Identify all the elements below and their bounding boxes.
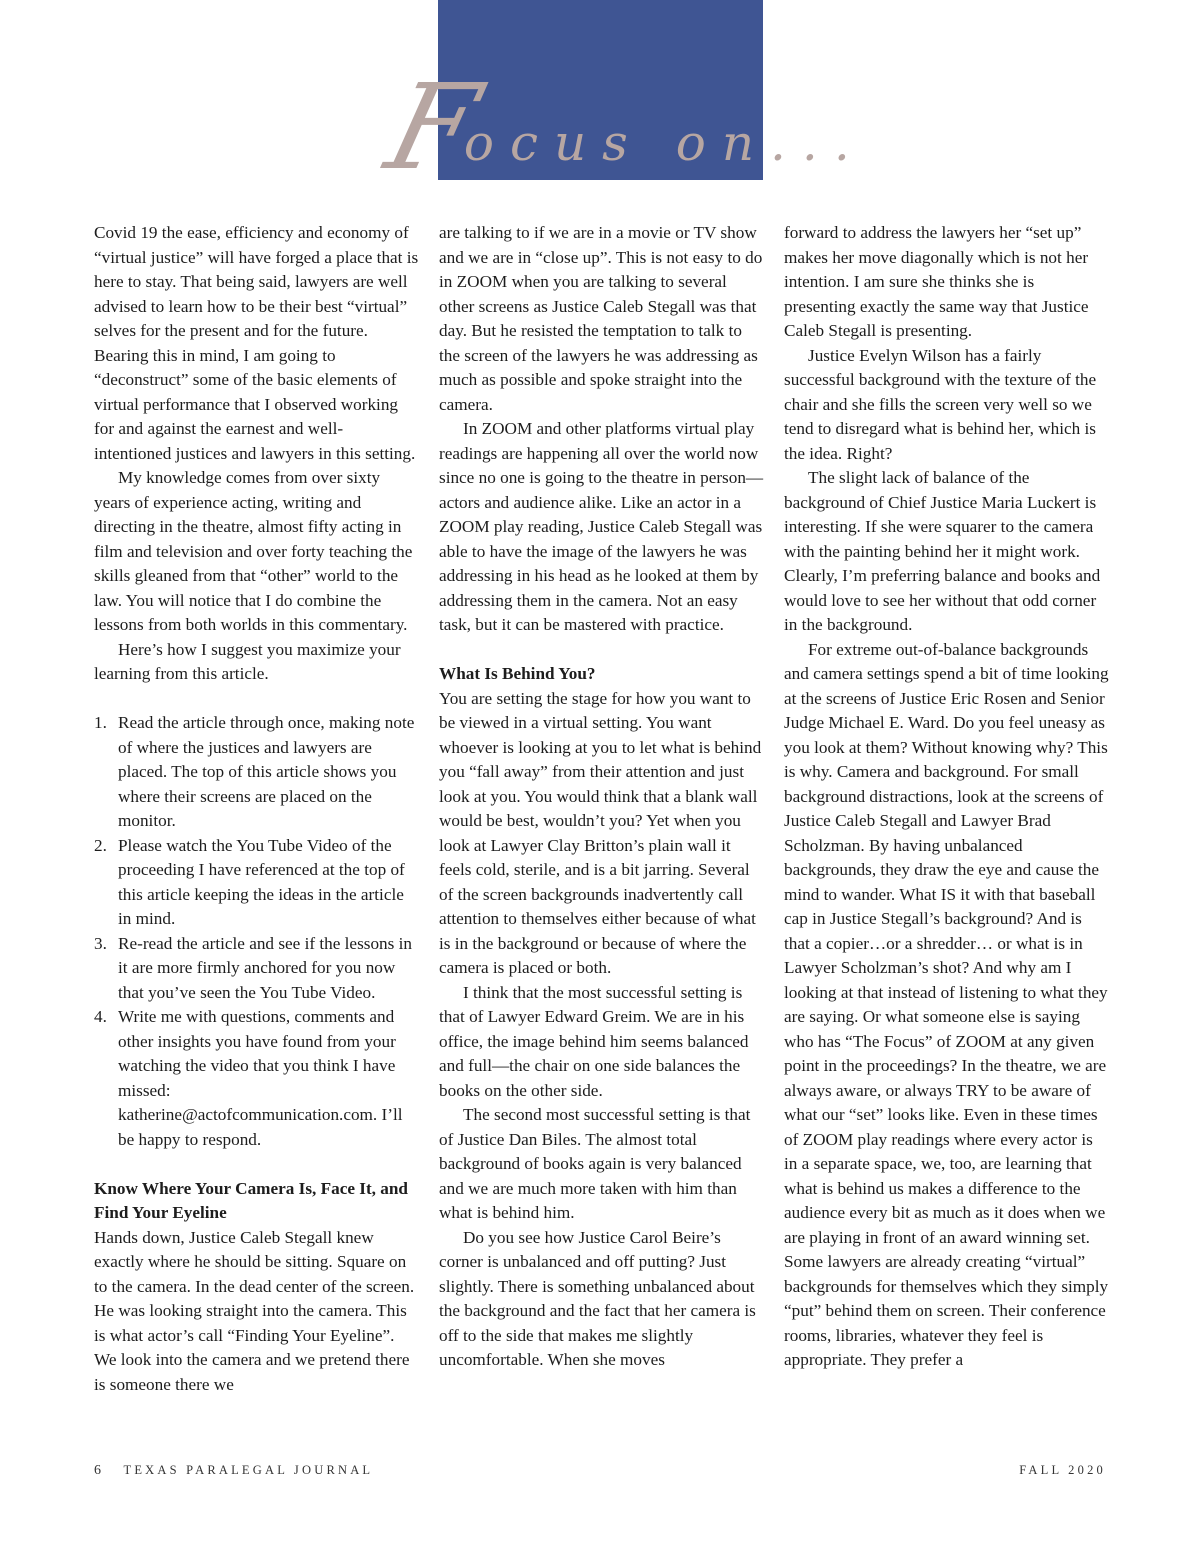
column-2 bbox=[439, 221, 765, 1373]
spacer bbox=[94, 1152, 420, 1177]
paragraph: Here’s how I suggest you maximize your learning from this article. bbox=[94, 639, 401, 683]
list-item bbox=[94, 711, 420, 834]
list-item bbox=[94, 834, 420, 932]
list-text: Write me with questions, comments and other insights you have found from your watching the video that you think I have missed: katherine@actofcommunication.com. I’ll be happy to respond. bbox=[118, 1007, 403, 1149]
numbered-list bbox=[94, 711, 420, 1152]
column-1 bbox=[94, 221, 420, 1397]
list-number: 3. bbox=[94, 933, 107, 953]
list-text: Re-read the article and see if the lessons in it are more firmly anchored for you now that you’ve seen the You Tube Video. bbox=[118, 933, 412, 1002]
paragraph: Justice Evelyn Wilson has a fairly successful background with the texture of the chair and she fills the screen very well so we tend to disregard what is behind her, which is the idea. Right? bbox=[784, 345, 1097, 463]
list-number: 1. bbox=[94, 713, 107, 732]
list-number: 4. bbox=[94, 1007, 107, 1026]
list-number: 2. bbox=[94, 835, 107, 855]
paragraph: Covid 19 the ease, efficiency and economy of “virtual justice” will have forged a place that is here to stay. That being said, lawyers are well advised to learn how to be their best “virtual” selves for the present and for the future. Bearing this in mind, I am going to “deconstruct” some of the basic elements of virtual performance that I observed working for and against the earnest and well-intentioned justices and lawyers in this setting. bbox=[94, 223, 419, 463]
paragraph: You are setting the stage for how you want to be viewed in a virtual setting. You want whoever is looking at you to let what is behind you “fall away” from their attention and just look at you. You would think that a blank wall would be best, wouldn’t you? Yet when you look at Lawyer Clay Britton’s plain wall it feels cold, sterile, and is a bit jarring. Several of the screen backgrounds inadvertently call attention to themselves either because of what is in the background or because of where the camera is placed or both. bbox=[439, 688, 762, 977]
spacer bbox=[94, 687, 420, 712]
paragraph: are talking to if we are in a movie or TV show and we are in “close up”. This is not easy to do in ZOOM when you are talking to several other screens as Justice Caleb Stegall was that day. But he resisted the temptation to talk to the screen of the lawyers he was addressing as much as possible and spoke straight into the camera. bbox=[439, 223, 763, 414]
list-text: Read the article through once, making note of where the justices and lawyers are placed. The top of this article shows you where their screens are placed on the monitor. bbox=[118, 713, 415, 830]
paragraph: In ZOOM and other platforms virtual play readings are happening all over the world now since no one is going to the theatre in person—actors and audience alike. Like an actor in a ZOOM play reading, Justice Caleb Stegall was able to have the image of the lawyers he was addressing in his head as he looked at them by addressing them in the camera. Not an easy task, but it can be mastered with practice. bbox=[439, 419, 764, 634]
footer-left bbox=[94, 1463, 373, 1479]
page-number: 6 bbox=[94, 1463, 104, 1478]
footer-right bbox=[1019, 1463, 1106, 1479]
section-heading: Know Where Your Camera Is, Face It, and Find Your Eyeline bbox=[94, 1178, 408, 1222]
list-text: Please watch the You Tube Video of the proceeding I have referenced at the top of this article keeping the ideas in the article in mind. bbox=[118, 835, 405, 928]
issue-date: FALL 2020 bbox=[1019, 1463, 1106, 1477]
banner-title-cap: F bbox=[374, 58, 492, 196]
list-item bbox=[94, 932, 420, 1006]
paragraph: Do you see how Justice Carol Beire’s corner is unbalanced and off putting? Just slightly. There is something unbalanced about the background and the fact that her camera is off to the side that makes me slightly uncomfortable. When she moves bbox=[439, 1227, 756, 1369]
paragraph: For extreme out-of-balance backgrounds and camera settings spend a bit of time looking at the screens of Justice Eric Rosen and Senior Judge Michael E. Ward. Do you feel uneasy as you look at them? Without knowing why? This is why. Camera and background. For small background distractions, look at the screens of Justice Caleb Stegall and Lawyer Brad Scholzman. By having unbalanced backgrounds, they draw the eye and cause the mind to wander. What IS it with that baseball cap in Justice Stegall’s background? And is that a copier…or a shredder… or what is in Lawyer Scholzman’s shot? And why am I looking at that instead of listening to what they are saying. Or what someone else is saying who has “The Focus” of ZOOM at any given point in the proceedings? In the theatre, we are always aware, or always TRY to be aware of what our “set” looks like. Even in these times of ZOOM play readings where every actor is in a separate space, we, too, are learning that what is behind us makes a difference to the audience every bit as much as it does when we are playing in front of an award winning set. bbox=[784, 639, 1109, 1247]
paragraph: The slight lack of balance of the background of Chief Justice Maria Luckert is interesting. If she were squarer to the camera with the painting behind her it might work. Clearly, I’m preferring balance and books and would love to see her without that odd corner in the background. bbox=[784, 468, 1101, 634]
journal-name: TEXAS PARALEGAL JOURNAL bbox=[123, 1463, 374, 1477]
paragraph: Some lawyers are already creating “virtual” backgrounds for themselves which they simply “put” behind them on screen. Their conference rooms, libraries, whatever they feel is appropriate. They prefer a bbox=[784, 1252, 1109, 1369]
list-item bbox=[94, 1005, 420, 1152]
paragraph: forward to address the lawyers her “set up” makes her move diagonally which is not her intention. I am sure she thinks she is presenting exactly the same way that Justice Caleb Stegall is presenting. bbox=[784, 223, 1089, 340]
paragraph: I think that the most successful setting is that of Lawyer Edward Greim. We are in his office, the image behind him seems balanced and full—the chair on one side balances the books on the other side. bbox=[439, 982, 749, 1100]
paragraph: The second most successful setting is that of Justice Dan Biles. The almost total background of books again is very balanced and we are much more taken with him than what is behind him. bbox=[439, 1105, 751, 1222]
paragraph: My knowledge comes from over sixty years of experience acting, writing and directing in the theatre, almost fifty acting in film and television and over forty teaching the skills gleaned from that “other” world to the law. You will notice that I do combine the lessons from both worlds in this commentary. bbox=[94, 468, 413, 634]
section-heading: What Is Behind You? bbox=[439, 664, 596, 683]
paragraph: Hands down, Justice Caleb Stegall knew exactly where he should be sitting. Square on to the camera. In the dead center of the screen. He was looking straight into the camera. This is what actor’s call “Finding Your Eyeline”. We look into the camera and we pretend there is someone there we bbox=[94, 1227, 415, 1394]
spacer bbox=[439, 638, 765, 663]
column-3 bbox=[784, 221, 1110, 1373]
banner-title bbox=[374, 58, 866, 198]
banner-title-rest: ocus on... bbox=[463, 114, 866, 172]
